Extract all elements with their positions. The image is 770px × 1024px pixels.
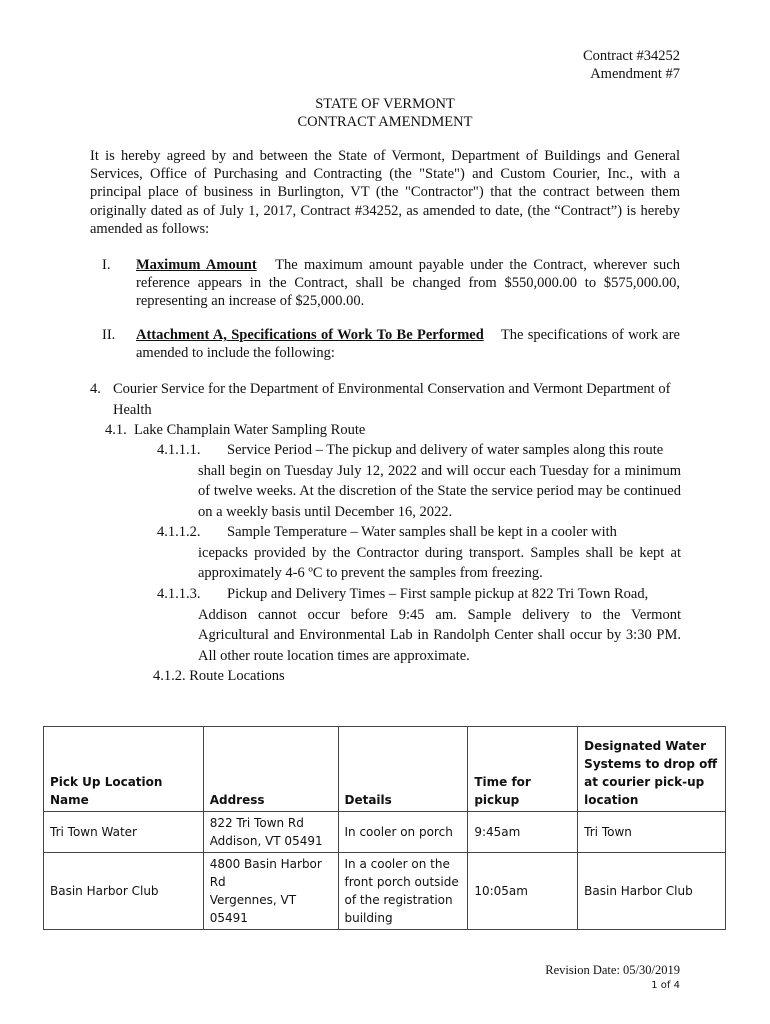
cell-location-name: Basin Harbor Club xyxy=(44,853,204,930)
table-row xyxy=(44,853,726,930)
item-number: 4.1.1.1. xyxy=(157,442,201,458)
header-water-systems: Designated Water Systems to drop off at courier pick-up location xyxy=(578,727,726,812)
contract-reference xyxy=(583,47,680,83)
section-text: The maximum amount payable under the Contract, wherever such reference appears in the Contract, shall be changed from $550,000.00 to $575,000.00, representing an increase of $25,000.00. xyxy=(136,257,680,310)
amendment-number: Amendment #7 xyxy=(590,66,680,82)
item-continued-text: Addison cannot occur before 9:45 am. Sample delivery to the Vermont Agricultural and Environmental Lab in Randolph Center shall occur by 3:30 PM. All other route location times are approximate. xyxy=(198,606,681,664)
item-first-line: Service Period – The pickup and delivery of water samples along this route xyxy=(227,442,664,458)
table-header-row xyxy=(44,727,726,812)
item-first-line: Sample Temperature – Water samples shall be kept in a cooler with xyxy=(227,524,617,540)
item-continued-text: icepacks provided by the Contractor during transport. Samples shall be kept at approximately 4-6 ºC to prevent the samples from freezing. xyxy=(198,544,681,581)
item-number: 4.1.1.2. xyxy=(157,524,201,540)
item-service-period xyxy=(157,440,681,522)
section-heading: Maximum Amount xyxy=(136,257,257,273)
section-number: 4.1. xyxy=(105,422,127,438)
cell-location-name: Tri Town Water xyxy=(44,812,204,853)
address-line-2: Vergennes, VT 05491 xyxy=(209,893,297,925)
cell-time: 9:45am xyxy=(468,812,578,853)
cell-water-system: Tri Town xyxy=(578,812,726,853)
item-pickup-delivery-times xyxy=(157,584,681,666)
item-first-line: Pickup and Delivery Times – First sample pickup at 822 Tri Town Road, xyxy=(227,586,649,602)
address-line-1: 822 Tri Town Rd xyxy=(209,816,304,830)
section-number: 4. xyxy=(90,381,101,397)
route-locations-heading: 4.1.2. Route Locations xyxy=(153,668,285,684)
cell-details: In cooler on porch xyxy=(338,812,468,853)
section-4-1-route xyxy=(105,420,365,441)
cell-address xyxy=(203,853,338,930)
item-number: 4.1.1.3. xyxy=(157,586,201,602)
cell-details: In a cooler on the front porch outside of the registration building xyxy=(338,853,468,930)
cell-water-system: Basin Harbor Club xyxy=(578,853,726,930)
section-number: I. xyxy=(102,257,111,273)
intro-paragraph: It is hereby agreed by and between the State of Vermont, Department of Buildings and General Services, Office of Purchasing and Contracting (the "State") and Custom Courier, Inc., with a principal place of business in Burlington, VT (the "Contractor") that the contract between them originally dated as of July 1, 2017, Contract #34252, as amended to date, (the “Contract”) is hereby amended as follows: xyxy=(90,148,680,237)
title-line-2: CONTRACT AMENDMENT xyxy=(297,114,473,130)
address-line-2: Addison, VT 05491 xyxy=(209,834,323,848)
title-line-1: STATE OF VERMONT xyxy=(315,96,455,112)
header-location-name: Pick Up Location Name xyxy=(44,727,204,812)
table-row xyxy=(44,812,726,853)
route-locations-table xyxy=(43,726,726,930)
section-text: Courier Service for the Department of Environmental Conservation and Vermont Department of Health xyxy=(113,381,671,418)
header-details: Details xyxy=(338,727,468,812)
section-number: II. xyxy=(102,327,116,343)
section-4-courier-service xyxy=(90,379,680,420)
page-number: 1 of 4 xyxy=(651,980,680,991)
section-text: The specifications of work are amended to include the following: xyxy=(136,327,680,362)
address-line-1: 4800 Basin Harbor Rd xyxy=(209,857,322,889)
header-time: Time for pickup xyxy=(468,727,578,812)
header-address: Address xyxy=(203,727,338,812)
item-continued-text: shall begin on Tuesday July 12, 2022 and will occur each Tuesday for a minimum of twelve weeks. At the discretion of the State the service period may be continued on a weekly basis until December 16, 2022. xyxy=(198,462,681,520)
cell-time: 10:05am xyxy=(468,853,578,930)
document-title xyxy=(0,95,770,131)
contract-number: Contract #34252 xyxy=(582,48,680,64)
section-text: Lake Champlain Water Sampling Route xyxy=(134,422,366,438)
revision-date: Revision Date: 05/30/2019 xyxy=(545,963,680,977)
cell-address xyxy=(203,812,338,853)
item-sample-temperature xyxy=(157,522,681,584)
section-attachment-a xyxy=(90,326,680,362)
section-maximum-amount xyxy=(90,256,680,311)
section-heading: Attachment A, Specifications of Work To Be Performed xyxy=(136,327,484,343)
page-footer xyxy=(545,963,680,993)
